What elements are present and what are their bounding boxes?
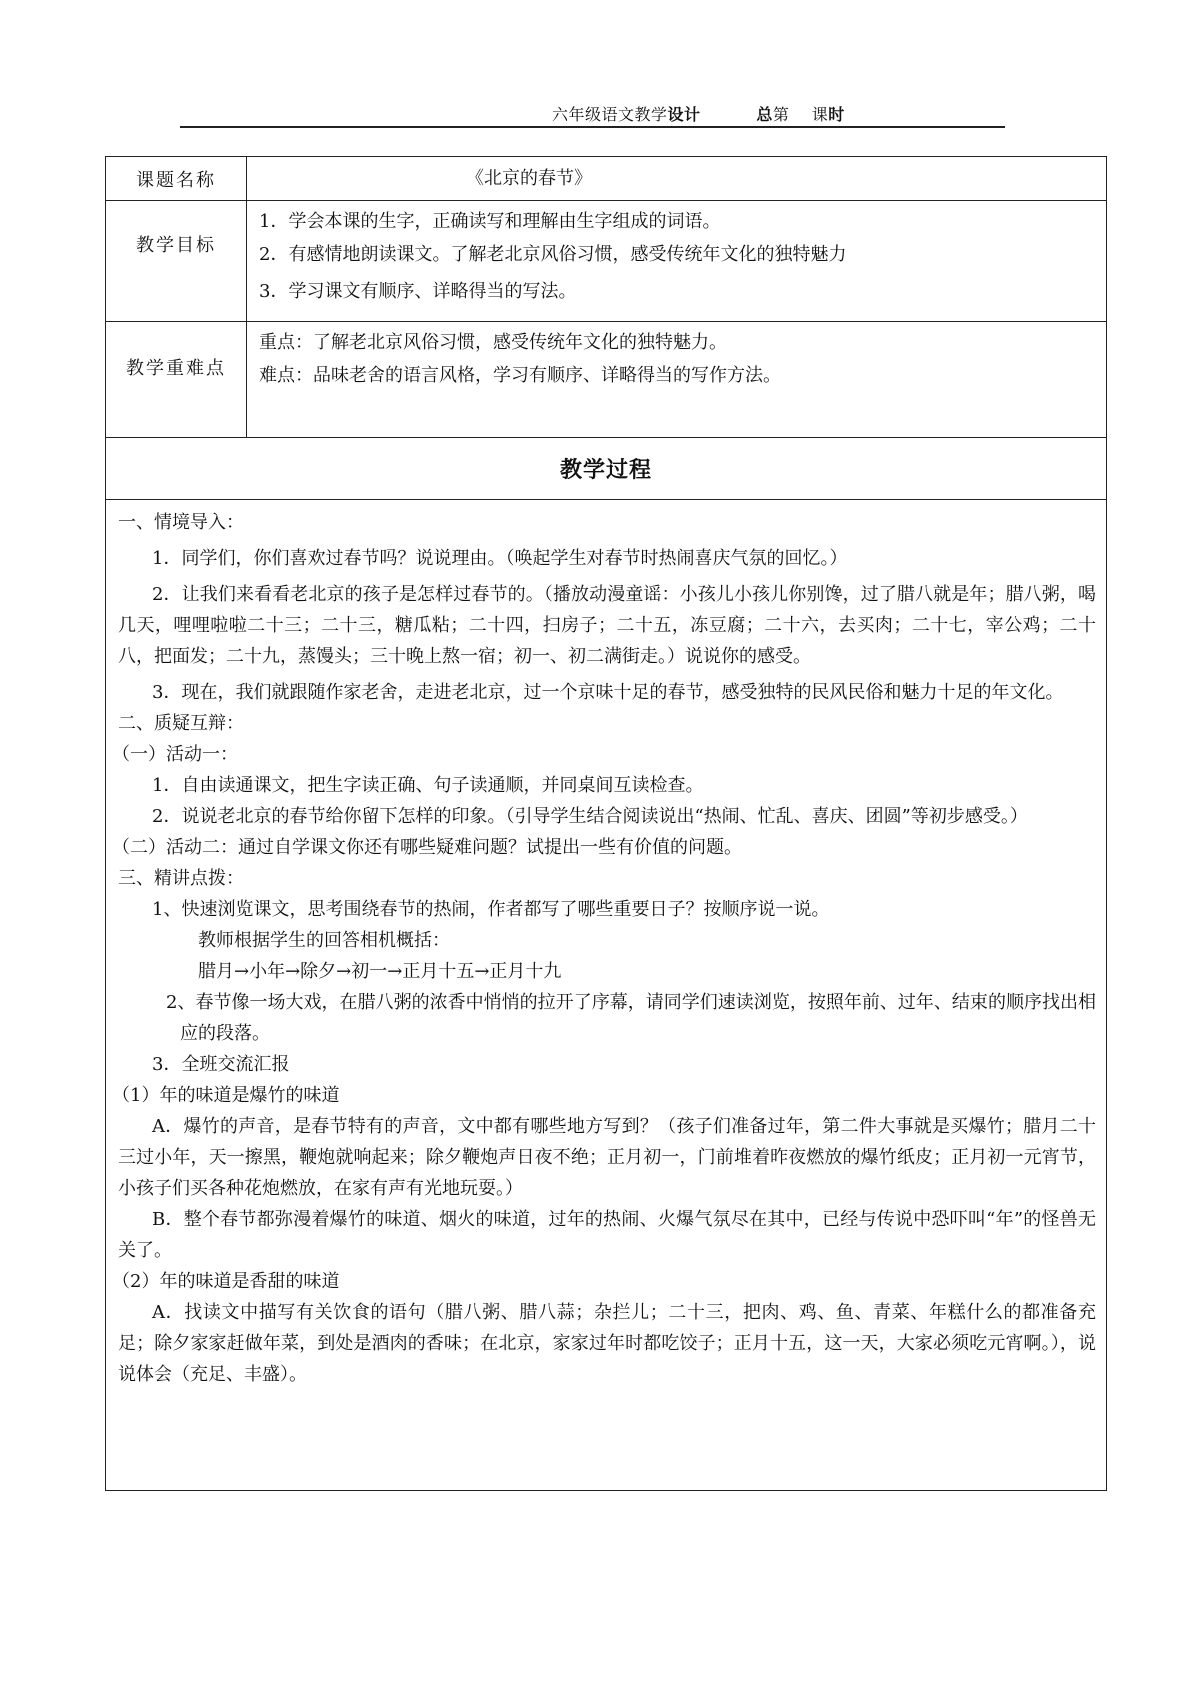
header-ke: 课	[811, 105, 829, 124]
lesson-plan-table	[105, 156, 1107, 1491]
subsection-heading: （一）活动一：	[112, 744, 238, 765]
paragraph: 教师根据学生的回答相机概括：	[198, 930, 450, 951]
header-subject: 六年级语文教学	[552, 105, 668, 124]
header-text	[552, 102, 845, 125]
row-lesson-title	[106, 157, 1106, 201]
paragraph: 3．全班交流汇报	[152, 1054, 290, 1075]
paragraph: B．整个春节都弥漫着爆竹的味道、烟火的味道，过年的热闹、火爆气氛尽在其中，已经与传说中恐吓叫“年”的怪兽无关了。	[118, 1209, 1096, 1261]
goal-item: 3．学习课文有顺序、详略得当的写法。	[259, 281, 577, 302]
label-key-points: 教学重难点	[106, 322, 247, 437]
header-design: 设计	[667, 105, 701, 124]
paragraph: A．爆竹的声音，是春节特有的声音，文中都有哪些地方写到？（孩子们准备过年，第二件大事就是买爆竹；腊月二十三过小年，天一擦黑，鞭炮就响起来；除夕鞭炮声日夜不绝；正月初一，门前堆着昨夜燃放的爆竹纸皮；正月初一元宵节，小孩子们买各种花炮燃放，在家有声有光地玩耍。）	[118, 1116, 1096, 1199]
row-teaching-goals	[106, 201, 1106, 322]
subsection-heading: （二）活动二：通过自学课文你还有哪些疑难问题？试提出一些有价值的问题。	[112, 837, 742, 858]
label-teaching-goals: 教学目标	[106, 201, 247, 321]
goal-item: 2．有感情地朗读课文。了解老北京风俗习惯，感受传统年文化的独特魅力	[259, 244, 847, 265]
key-points	[259, 326, 1096, 392]
paragraph: 1、快速浏览课文，思考围绕春节的热闹，作者都写了哪些重要日子？按顺序说一说。	[152, 899, 830, 920]
subsection-heading: （1）年的味道是爆竹的味道	[112, 1085, 340, 1106]
section-heading: 二、质疑互辩：	[118, 713, 244, 734]
subsection-heading: （2）年的味道是香甜的味道	[112, 1271, 340, 1292]
row-key-points	[106, 322, 1106, 438]
paragraph: 2、春节像一场大戏，在腊八粥的浓香中悄悄的拉开了序幕，请同学们速读浏览，按照年前、过年、结束的顺序找出相应的段落。	[166, 992, 1096, 1044]
paragraph: A．找读文中描写有关饮食的语句（腊八粥、腊八蒜；杂拦儿；二十三，把肉、鸡、鱼、青菜、年糕什么的都准备充足；除夕家家赶做年菜，到处是酒肉的香味；在北京，家家过年时都吃饺子；正月十五，这一天，大家必须吃元宵啊。），说说体会（充足、丰盛）。	[118, 1302, 1096, 1385]
teaching-goals	[259, 205, 1096, 308]
header-shi: 时	[828, 105, 845, 124]
process-title: 教学过程	[559, 457, 652, 483]
timeline-sequence: 腊月→小年→除夕→初一→正月十五→正月十九	[198, 961, 562, 982]
section-heading: 一、情境导入：	[118, 512, 244, 533]
label-lesson-title: 课题名称	[106, 157, 247, 200]
header-total: 总	[756, 105, 773, 124]
paragraph: 1．自由读通课文，把生字读正确、句子读通顺，并同桌间互读检查。	[152, 775, 704, 796]
paragraph: 3．现在，我们就跟随作家老舍，走进老北京，过一个京味十足的春节，感受独特的民风民俗和魅力十足的年文化。	[152, 682, 1064, 703]
row-process-title	[106, 438, 1106, 500]
page-header	[180, 96, 1005, 128]
goal-item: 1．学会本课的生字，正确读写和理解由生字组成的词语。	[259, 211, 721, 232]
paragraph: 2．让我们来看看老北京的孩子是怎样过春节的。（播放动漫童谣：小孩儿小孩儿你别馋，过了腊八就是年；腊八粥，喝几天，哩哩啦啦二十三；二十三，糖瓜粘；二十四，扫房子；二十五，冻豆腐；二十六，去买肉；二十七，宰公鸡；二十八，把面发；二十九，蒸馒头；三十晚上熬一宿；初一、初二满街走。）说说你的感受。	[118, 584, 1096, 667]
section-heading: 三、精讲点拨：	[118, 868, 244, 889]
paragraph: 2．说说老北京的春节给你留下怎样的印象。（引导学生结合阅读说出“热闹、忙乱、喜庆、团圆”等初步感受。）	[152, 806, 1028, 827]
key-point: 重点：了解老北京风俗习惯，感受传统年文化的独特魅力。	[259, 332, 727, 353]
difficult-point: 难点：品味老舍的语言风格，学习有顺序、详略得当的写作方法。	[259, 365, 781, 386]
lesson-title: 《北京的春节》	[466, 168, 592, 189]
header-di: 第	[772, 105, 790, 124]
paragraph: 1．同学们，你们喜欢过春节吗？说说理由。（唤起学生对春节时热闹喜庆气氛的回忆。）	[152, 548, 848, 569]
teaching-process-body	[112, 507, 1096, 1390]
